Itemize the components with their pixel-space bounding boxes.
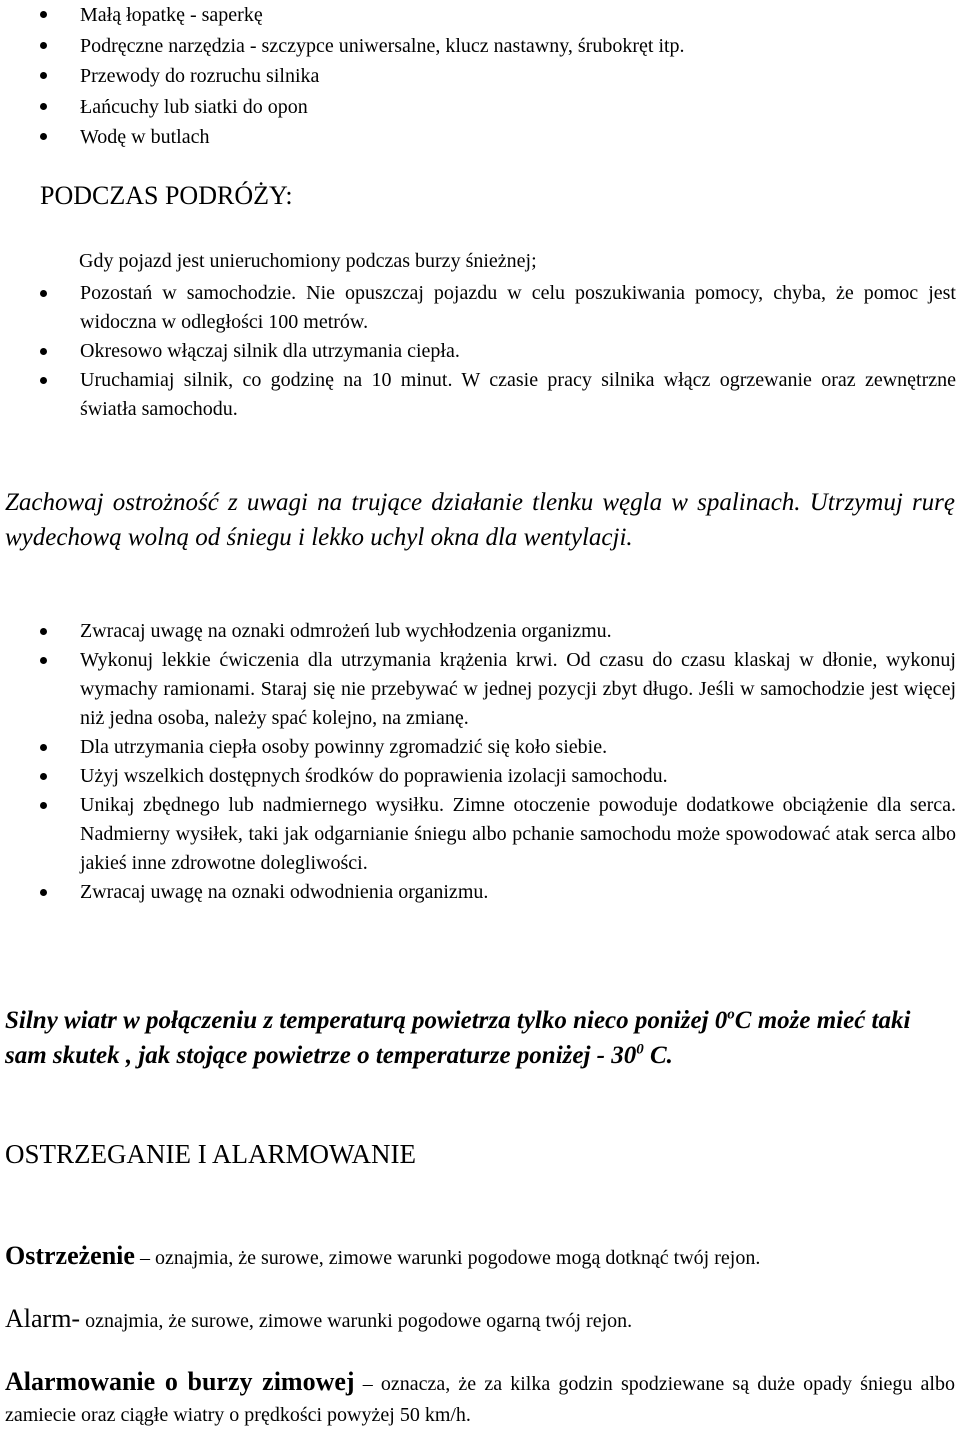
section-heading-travel: PODCZAS PODRÓŻY: — [40, 181, 293, 210]
list-item-text: Podręczne narzędzia - szczypce uniwersalne, klucz nastawny, śrubokręt itp. — [80, 34, 685, 57]
list-item — [0, 61, 960, 92]
definition-alarm — [5, 1303, 955, 1337]
list-item-text: Wodę w butlach — [80, 126, 210, 148]
bullet-icon — [40, 377, 47, 384]
definition-text: oznajmia, że surowe, zimowe warunki pogodowe ogarną twój rejon. — [80, 1310, 633, 1332]
list-item — [0, 762, 960, 791]
list-item-text: Użyj wszelkich dostępnych środków do poprawienia izolacji samochodu. — [80, 765, 668, 787]
list-item — [0, 92, 960, 123]
bullet-icon — [40, 42, 47, 49]
list-item-text: Przewody do rozruchu silnika — [80, 65, 320, 87]
degree-superscript: 0 — [636, 1041, 644, 1058]
definition-term: Ostrzeżenie — [5, 1241, 135, 1270]
bullet-icon — [40, 11, 47, 18]
definition-term: Alarm- — [5, 1304, 81, 1333]
definition-warning — [5, 1240, 955, 1274]
list-item-text: Zwracaj uwagę na oznaki odmrożeń lub wychłodzenia organizmu. — [80, 620, 612, 642]
bullet-icon — [40, 657, 47, 664]
list-item-text: Uruchamiaj silnik, co godzinę na 10 minut. W czasie pracy silnika włącz ogrzewanie oraz zewnętrzne światła samochodu. — [80, 369, 956, 420]
wind-text-part: C. — [643, 1042, 673, 1069]
list-item — [0, 617, 960, 646]
list-item — [0, 878, 960, 907]
list-item — [0, 366, 960, 424]
degree-superscript: o — [727, 1006, 735, 1023]
definition-text: – oznacza, że za kilka godzin spodziewane są duże opady śniegu albo zamiecie oraz ciągłe wiatry o prędkości powyżej 50 km/h. — [5, 1373, 955, 1426]
list-item-text: Łańcuchy lub siatki do opon — [80, 95, 308, 118]
bullet-icon — [40, 773, 47, 780]
list-item — [0, 733, 960, 762]
list-item-text: Okresowo włączaj silnik dla utrzymania ciepła. — [80, 340, 460, 362]
list-item — [0, 279, 960, 337]
definition-storm-alert — [5, 1366, 955, 1431]
list-item — [0, 646, 960, 733]
list-item — [0, 31, 960, 62]
wind-chill-warning — [5, 1003, 957, 1073]
bullet-icon — [40, 72, 47, 79]
bullet-icon — [40, 348, 47, 355]
bullet-icon — [40, 133, 47, 140]
bullet-icon — [40, 290, 47, 297]
list-item-text: Unikaj zbędnego lub nadmiernego wysiłku. Zimne otoczenie powoduje dodatkowe obciążenie dla serca. Nadmierny wysiłek, taki jak odgarnianie śniegu albo pchanie samochodu może spowodować atak serca albo jakieś inne zdrowotne dolegliwości. — [80, 794, 956, 874]
list-item — [0, 337, 960, 366]
bullet-icon — [40, 889, 47, 896]
list-item — [0, 0, 960, 31]
wind-text-part: Silny wiatr w połączeniu z temperaturą powietrza tylko nieco poniżej 0 — [5, 1007, 728, 1034]
list-item-text: Małą łopatkę - saperkę — [80, 4, 263, 26]
bullet-icon — [40, 628, 47, 635]
stranded-list — [0, 279, 960, 424]
equipment-list — [0, 0, 960, 153]
subheading-stranded: Gdy pojazd jest unieruchomiony podczas burzy śnieżnej; — [79, 250, 537, 272]
list-item-text: Wykonuj lekkie ćwiczenia dla utrzymania krążenia krwi. Od czasu do czasu klaskaj w dłonie, wykonuj wymachy ramionami. Staraj się nie przebywać w jednej pozycji zbyt długo. Jeśli w samochodzie jest więcej niż jedna osoba, należy spać kolejno, na zmianę. — [80, 649, 956, 729]
carbon-monoxide-warning: Zachowaj ostrożność z uwagi na trujące działanie tlenku węgla w spalinach. Utrzymuj rurę wydechową wolną od śniegu i lekko uchyl okna dla wentylacji. — [5, 489, 955, 551]
list-item-text: Pozostań w samochodzie. Nie opuszczaj pojazdu w celu poszukiwania pomocy, chyba, że pomoc jest widoczna w odległości 100 metrów. — [80, 282, 956, 333]
bullet-icon — [40, 744, 47, 751]
bullet-icon — [40, 802, 47, 809]
list-item-text: Zwracaj uwagę na oznaki odwodnienia organizmu. — [80, 881, 489, 903]
bullet-icon — [40, 103, 47, 110]
health-tips-list — [0, 617, 960, 907]
definition-term: Alarmowanie o burzy zimowej — [5, 1367, 355, 1396]
list-item — [0, 122, 960, 153]
definition-text: – oznajmia, że surowe, zimowe warunki pogodowe mogą dotknąć twój rejon. — [134, 1247, 761, 1269]
section-heading-alerts: OSTRZEGANIE I ALARMOWANIE — [5, 1139, 416, 1169]
list-item-text: Dla utrzymania ciepła osoby powinny zgromadzić się koło siebie. — [80, 736, 608, 758]
list-item — [0, 791, 960, 878]
wind-text-part: C może mieć taki sam skutek , jak stojące powietrze o temperaturze poniżej - 30 — [5, 1007, 911, 1069]
